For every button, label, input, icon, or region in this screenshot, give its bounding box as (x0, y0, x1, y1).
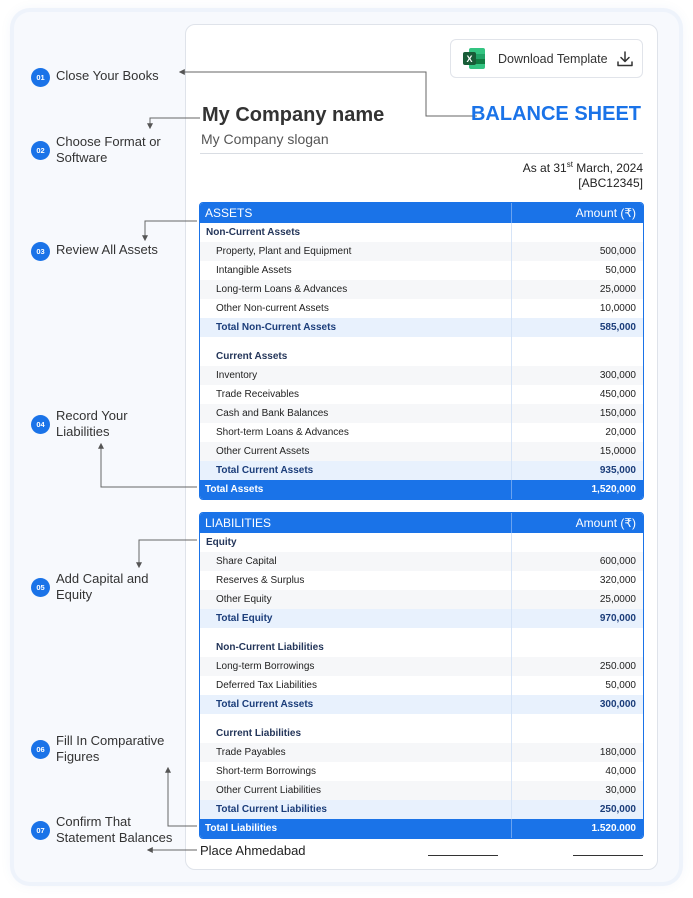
row-label: Equity (200, 533, 512, 552)
row-amount: 935,000 (599, 465, 636, 476)
reference-code: [ABC12345] (578, 176, 643, 190)
step-badge: 03 (31, 242, 50, 261)
table-row-item (200, 762, 643, 781)
table-row-group (200, 533, 643, 552)
row-label: Current Assets (200, 347, 512, 366)
step-label: Review All Assets (56, 242, 158, 257)
table-row-item (200, 242, 643, 261)
table-row-sub (200, 724, 643, 743)
table-row-total (200, 461, 643, 480)
row-amount (512, 638, 643, 657)
liabilities-table (199, 512, 644, 839)
step-05 (31, 571, 191, 603)
download-template-button[interactable] (450, 39, 643, 78)
signature-line (428, 855, 498, 856)
row-label: Trade Receivables (200, 385, 512, 404)
row-label: Intangible Assets (200, 261, 512, 280)
download-template-label: Download Template (498, 51, 608, 66)
step-badge: 02 (31, 141, 50, 160)
row-label: Other Current Assets (200, 442, 512, 461)
step-07 (31, 814, 191, 846)
step-01 (31, 68, 191, 87)
row-amount: 320,000 (599, 575, 636, 586)
row-amount: 450,000 (599, 389, 636, 400)
table-row-item (200, 442, 643, 461)
step-06 (31, 733, 191, 765)
step-label: Close Your Books (56, 68, 159, 83)
table-row-item (200, 404, 643, 423)
balance-sheet-title: BALANCE SHEET (470, 103, 641, 125)
step-badge: 06 (31, 740, 50, 759)
table-row-item (200, 423, 643, 442)
row-amount: 30,000 (605, 785, 636, 796)
row-label: Total Assets (200, 480, 512, 499)
place-label: Place Ahmedabad (200, 843, 306, 858)
row-amount: 25,0000 (599, 594, 636, 605)
row-label: Trade Payables (200, 743, 512, 762)
row-amount: 1,520,000 (591, 484, 636, 495)
step-badge: 07 (31, 821, 50, 840)
excel-icon (462, 46, 487, 71)
row-label: Non-Current Liabilities (200, 638, 512, 657)
row-label: Other Current Liabilities (200, 781, 512, 800)
row-label: Property, Plant and Equipment (200, 242, 512, 261)
table-header (200, 513, 643, 533)
row-label: Total Current Liabilities (200, 800, 512, 819)
step-label: Add Capital and Equity (56, 571, 149, 602)
table-row-item (200, 552, 643, 571)
row-label: Share Capital (200, 552, 512, 571)
row-label: Reserves & Surplus (200, 571, 512, 590)
step-badge: 05 (31, 578, 50, 597)
step-03 (31, 242, 191, 261)
row-label: Total Equity (200, 609, 512, 628)
step-label: Fill In Comparative Figures (56, 733, 165, 764)
table-row-sub (200, 638, 643, 657)
header-divider (200, 153, 643, 154)
row-amount: 300,000 (599, 699, 636, 710)
row-amount (512, 533, 643, 552)
table-row-total (200, 609, 643, 628)
row-amount: 20,000 (605, 427, 636, 438)
table-row-item (200, 743, 643, 762)
row-label: Non-Current Assets (200, 223, 512, 242)
table-row-item (200, 657, 643, 676)
row-label: Other Equity (200, 590, 512, 609)
row-amount: 10,0000 (599, 303, 636, 314)
row-amount: 250,000 (599, 804, 636, 815)
table-row-total (200, 800, 643, 819)
step-label: Choose Format or Software (56, 134, 161, 165)
step-badge: 04 (31, 415, 50, 434)
row-label: Long-term Loans & Advances (200, 280, 512, 299)
row-label: Total Non-Current Assets (200, 318, 512, 337)
table-row-item (200, 590, 643, 609)
row-amount: 50,000 (605, 680, 636, 691)
table-header-amount: Amount (₹) (575, 516, 636, 530)
row-amount (512, 628, 643, 638)
row-amount: 585,000 (599, 322, 636, 333)
row-amount: 970,000 (599, 613, 636, 624)
row-amount (512, 223, 643, 242)
row-amount (512, 347, 643, 366)
row-amount: 250.000 (599, 661, 636, 672)
excel-icon-letter: X (466, 54, 473, 64)
download-icon (616, 50, 634, 73)
table-row-item (200, 299, 643, 318)
row-amount: 25,0000 (599, 284, 636, 295)
row-amount: 600,000 (599, 556, 636, 567)
row-label: Other Non-current Assets (200, 299, 512, 318)
table-row-grand (200, 819, 643, 838)
table-row-item (200, 571, 643, 590)
row-label: Total Current Assets (200, 695, 512, 714)
table-header-amount: Amount (₹) (575, 206, 636, 220)
row-amount (512, 337, 643, 347)
step-02 (31, 134, 181, 166)
table-row-spacer (200, 714, 643, 724)
assets-table (199, 202, 644, 500)
table-row-item (200, 781, 643, 800)
row-amount (512, 714, 643, 724)
table-row-item (200, 385, 643, 404)
row-amount: 150,000 (599, 408, 636, 419)
row-label: Short-term Borrowings (200, 762, 512, 781)
table-row-spacer (200, 337, 643, 347)
step-04 (31, 408, 191, 440)
row-label: Total Liabilities (200, 819, 512, 838)
step-badge: 01 (31, 68, 50, 87)
row-amount: 1.520.000 (591, 823, 636, 834)
row-amount: 180,000 (599, 747, 636, 758)
table-row-total (200, 318, 643, 337)
row-label: Deferred Tax Liabilities (200, 676, 512, 695)
row-amount: 15,0000 (599, 446, 636, 457)
row-label: Current Liabilities (200, 724, 512, 743)
row-amount: 50,000 (605, 265, 636, 276)
table-row-item (200, 261, 643, 280)
row-label: Short-term Loans & Advances (200, 423, 512, 442)
step-label: Record Your Liabilities (56, 408, 128, 439)
table-row-item (200, 676, 643, 695)
row-label: Total Current Assets (200, 461, 512, 480)
table-header-label: LIABILITIES (200, 513, 512, 533)
company-name: My Company name (202, 104, 385, 126)
row-amount: 40,000 (605, 766, 636, 777)
row-label: Cash and Bank Balances (200, 404, 512, 423)
row-label (200, 337, 512, 347)
company-slogan: My Company slogan (201, 131, 329, 147)
table-row-group (200, 223, 643, 242)
row-amount (512, 724, 643, 743)
statement-date: As at 31st March, 2024 (522, 160, 643, 175)
table-row-total (200, 695, 643, 714)
row-label (200, 714, 512, 724)
signature-line (573, 855, 643, 856)
table-row-item (200, 366, 643, 385)
table-row-spacer (200, 628, 643, 638)
table-header-label: ASSETS (200, 203, 512, 223)
table-row-grand (200, 480, 643, 499)
row-label: Inventory (200, 366, 512, 385)
row-label (200, 628, 512, 638)
row-amount: 500,000 (599, 246, 636, 257)
table-row-item (200, 280, 643, 299)
table-row-sub (200, 347, 643, 366)
step-label: Confirm That Statement Balances (56, 814, 173, 845)
table-header (200, 203, 643, 223)
row-amount: 300,000 (599, 370, 636, 381)
row-label: Long-term Borrowings (200, 657, 512, 676)
